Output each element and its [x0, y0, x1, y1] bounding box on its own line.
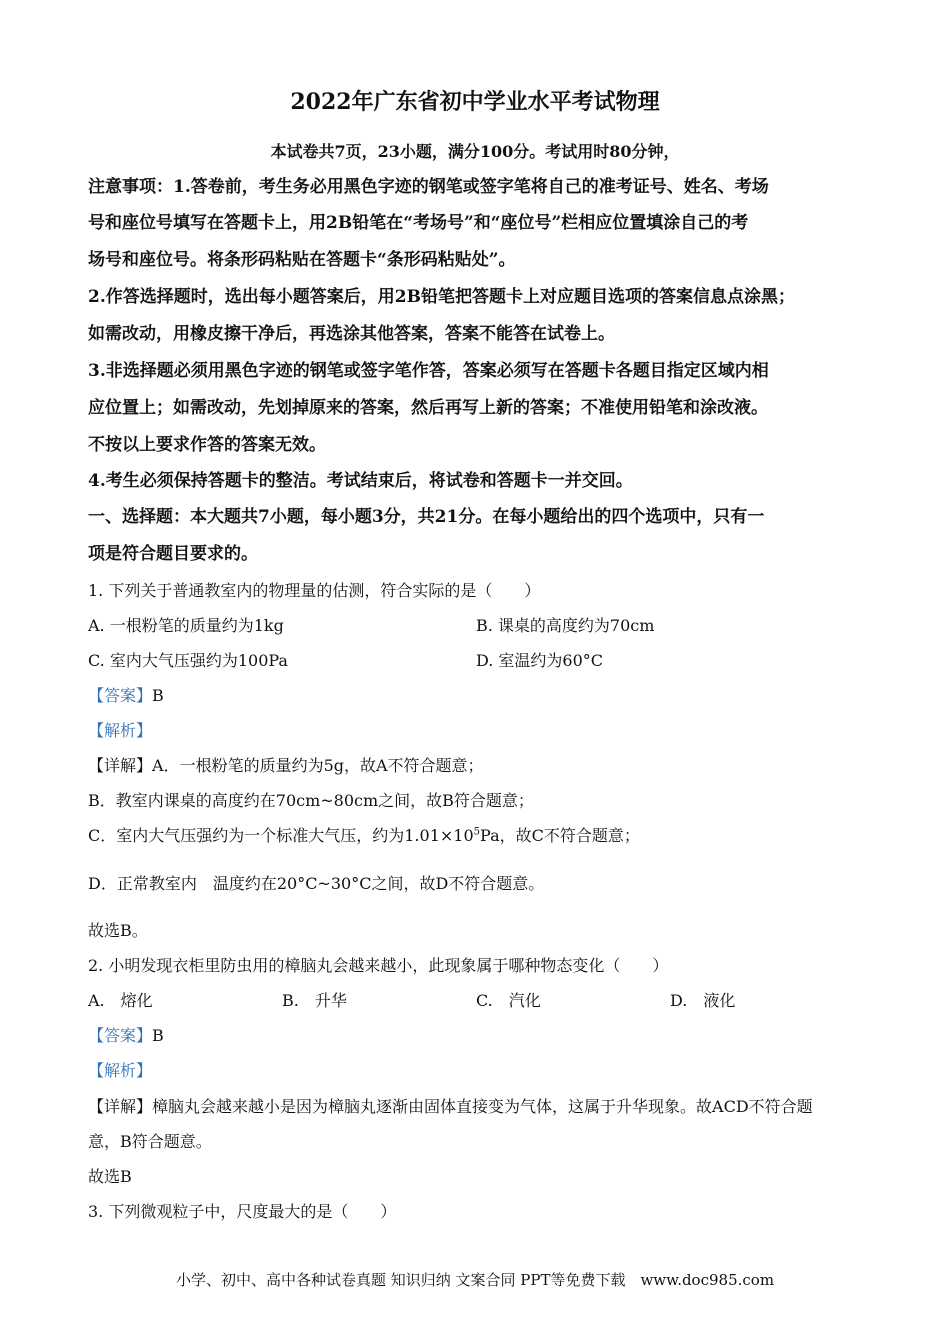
- q2-option-d: D. 液化: [670, 991, 736, 1010]
- notice-line: 注意事项：1.答卷前，考生务必用黑色字迹的钢笔或签字笔将自己的准考证号、姓名、考场: [88, 177, 769, 197]
- page-title: 2022年广东省初中学业水平考试物理: [290, 89, 660, 115]
- detail-tag: 【详解】: [88, 1097, 153, 1116]
- q2-option-a: A. 熔化: [88, 991, 153, 1010]
- detail-c-post: Pa，故C不符合题意；: [480, 826, 640, 845]
- answer-value: B: [152, 686, 164, 705]
- question-2-stem: 2. 小明发现衣柜里防虫用的樟脑丸会越来越小，此现象属于哪种物态变化（ ）: [88, 956, 669, 975]
- q1-conclusion: 故选B。: [88, 921, 148, 940]
- q2-answer: [88, 1025, 164, 1047]
- notice-line: 场号和座位号。将条形码粘贴在答题卡“条形码粘贴处”。: [88, 250, 516, 270]
- notice-line: 号和座位号填写在答题卡上，用2B铅笔在“考场号”和“座位号”栏相应位置填涂自己的考: [88, 213, 749, 233]
- detail-c-pre: C．室内大气压强约为一个标准大气压，约为1.01×10: [88, 826, 474, 845]
- notice-line: 4.考生必须保持答题卡的整洁。考试结束后，将试卷和答题卡一并交回。: [88, 471, 633, 491]
- answer-tag: 【答案】: [88, 686, 153, 705]
- q1-option-d: D. 室温约为60°C: [476, 651, 604, 670]
- q1-detail-a: [88, 755, 484, 777]
- answer-value: B: [152, 1026, 164, 1045]
- detail-tag: 【详解】: [88, 756, 153, 775]
- q1-option-a: A. 一根粉笔的质量约为1kg: [88, 616, 284, 635]
- exponent: 5: [473, 826, 481, 838]
- notice-line: 不按以上要求作答的答案无效。: [88, 435, 326, 455]
- q1-analysis-tag: 【解析】: [88, 721, 153, 740]
- page-footer: 小学、初中、高中各种试卷真题 知识归纳 文案合同 PPT等免费下载 www.doc985.com: [175, 1271, 775, 1289]
- q1-answer: [88, 685, 164, 707]
- notice-line: 3.非选择题必须用黑色字迹的钢笔或签字笔作答，答案必须写在答题卡各题目指定区域内相: [88, 361, 769, 381]
- q1-detail-c: [88, 825, 640, 847]
- q1-detail-b: B．教室内课桌的高度约在70cm~80cm之间，故B符合题意；: [88, 791, 534, 810]
- notice-line: 应位置上；如需改动，先划掉原来的答案，然后再写上新的答案；不准使用铅笔和涂改液。: [88, 398, 768, 418]
- q2-option-b: B. 升华: [282, 991, 347, 1010]
- q1-option-c: C. 室内大气压强约为100Pa: [88, 651, 288, 670]
- question-3-stem: 3. 下列微观粒子中，尺度最大的是（ ）: [88, 1202, 397, 1221]
- q1-detail-d: D．正常教室内 温度约在20°C~30°C之间，故D不符合题意。: [88, 874, 545, 893]
- answer-tag: 【答案】: [88, 1026, 153, 1045]
- detail-text: 樟脑丸会越来越小是因为樟脑丸逐渐由固体直接变为气体，这属于升华现象。故ACD不符合题: [152, 1097, 813, 1116]
- q1-option-b: B. 课桌的高度约为70cm: [476, 616, 655, 635]
- question-1-stem: 1. 下列关于普通教室内的物理量的估测，符合实际的是（ ）: [88, 581, 541, 600]
- section-heading: 一、选择题：本大题共7小题，每小题3分，共21分。在每小题给出的四个选项中，只有一: [88, 507, 765, 527]
- section-heading: 项是符合题目要求的。: [88, 544, 258, 564]
- q2-option-c: C. 汽化: [476, 991, 541, 1010]
- q2-detail-1: [88, 1096, 813, 1118]
- q2-analysis-tag: 【解析】: [88, 1061, 153, 1080]
- detail-text: A．一根粉笔的质量约为5g，故A不符合题意；: [152, 756, 484, 775]
- exam-intro: 本试卷共7页，23小题，满分100分。考试用时80分钟，: [270, 142, 680, 161]
- notice-line: 2.作答选择题时，选出每小题答案后，用2B铅笔把答题卡上对应题目选项的答案信息点涂黑；: [88, 287, 795, 307]
- q2-detail-2: 意，B符合题意。: [88, 1132, 212, 1151]
- notice-line: 如需改动，用橡皮擦干净后，再选涂其他答案，答案不能答在试卷上。: [88, 324, 615, 344]
- q2-conclusion: 故选B: [88, 1167, 132, 1186]
